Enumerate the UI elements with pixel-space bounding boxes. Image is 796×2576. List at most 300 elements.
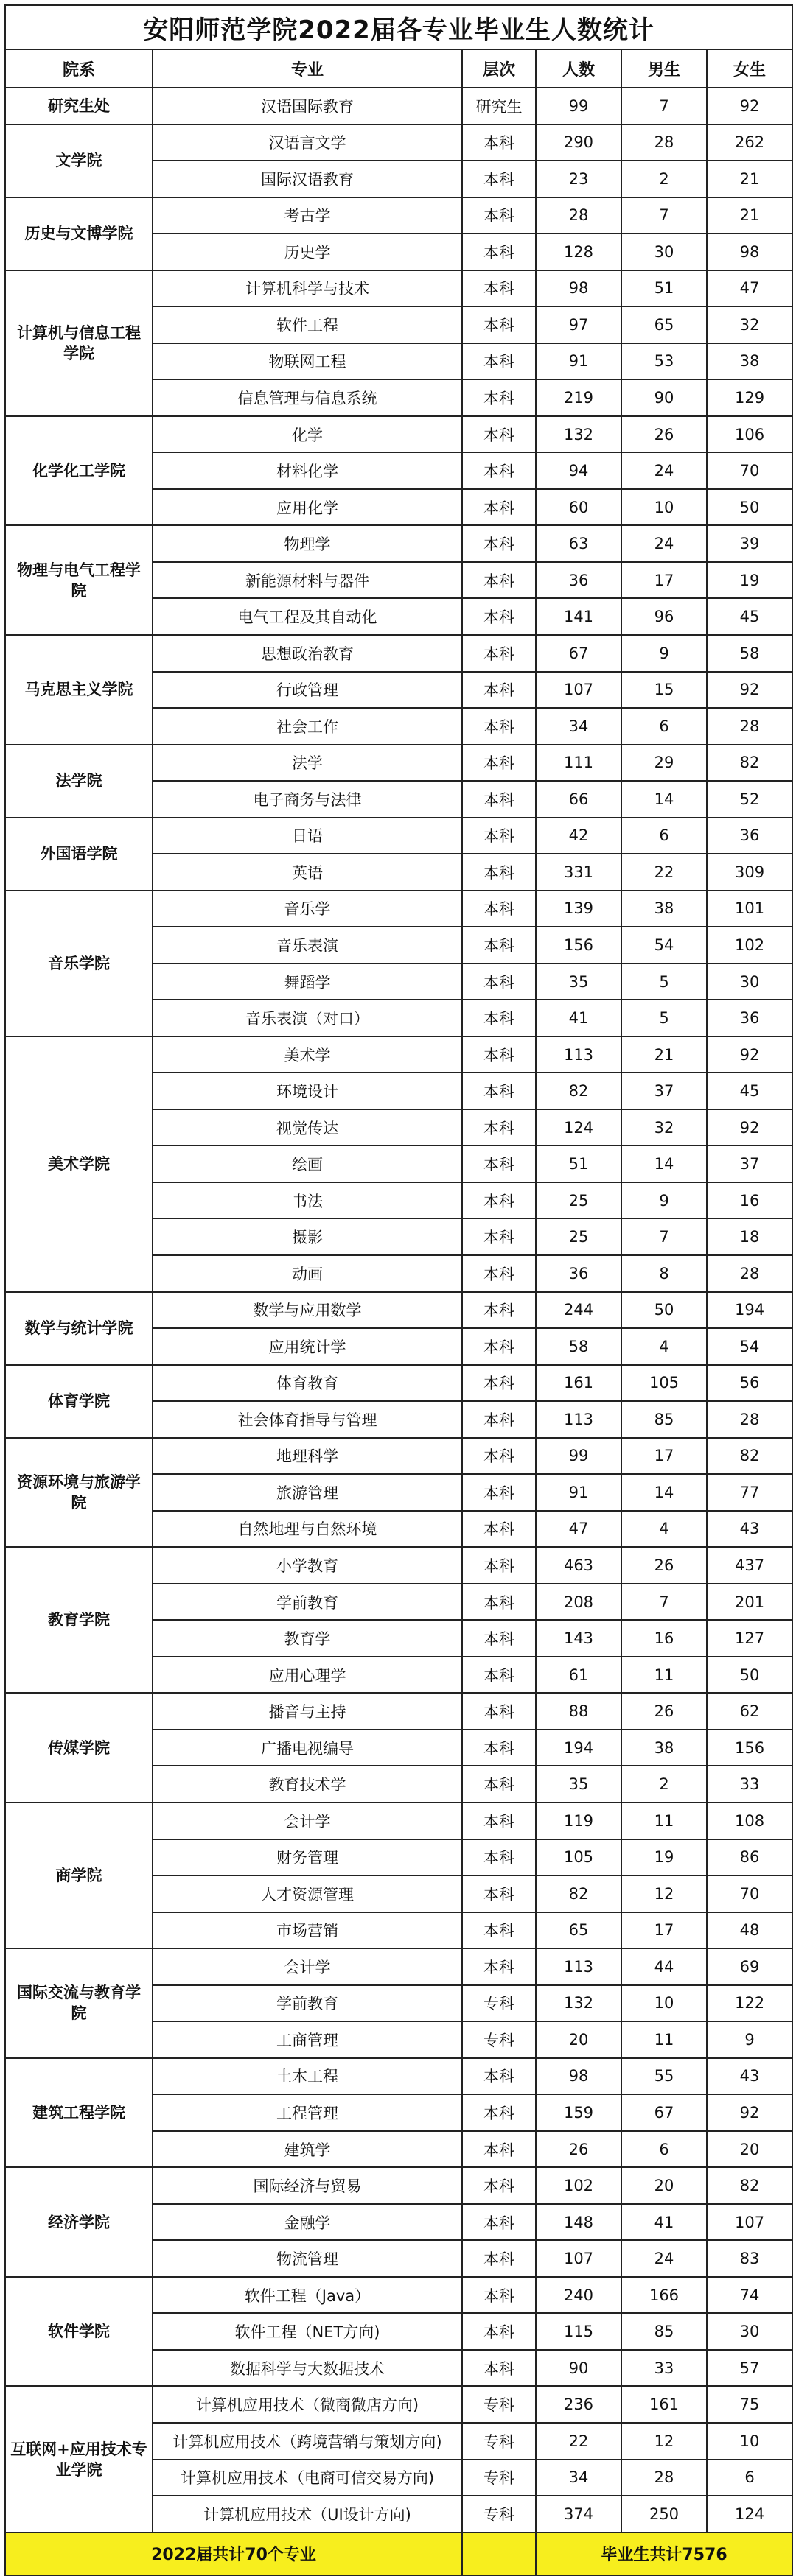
level-cell: 本科	[462, 1474, 536, 1511]
major-cell: 学前教育	[153, 1584, 462, 1621]
female-cell: 309	[707, 854, 792, 891]
level-cell: 本科	[462, 1766, 536, 1803]
female-cell: 43	[707, 2058, 792, 2095]
college-cell: 法学院	[5, 745, 153, 818]
female-cell: 122	[707, 1985, 792, 2022]
major-cell: 英语	[153, 854, 462, 891]
major-cell: 日语	[153, 818, 462, 854]
male-cell: 15	[621, 672, 707, 709]
male-cell: 30	[621, 234, 707, 270]
male-cell: 24	[621, 452, 707, 489]
total-cell: 35	[536, 964, 621, 1000]
total-cell: 34	[536, 2460, 621, 2496]
major-cell: 体育教育	[153, 1365, 462, 1402]
female-cell: 28	[707, 708, 792, 745]
female-cell: 70	[707, 452, 792, 489]
college-cell: 互联网+应用技术专业学院	[5, 2386, 153, 2532]
female-cell: 57	[707, 2350, 792, 2387]
level-cell: 本科	[462, 1693, 536, 1730]
level-cell: 本科	[462, 1365, 536, 1402]
major-cell: 市场营销	[153, 1912, 462, 1949]
male-cell: 250	[621, 2496, 707, 2533]
female-cell: 21	[707, 197, 792, 234]
major-cell: 音乐表演（对口）	[153, 1000, 462, 1036]
major-cell: 考古学	[153, 197, 462, 234]
major-cell: 金融学	[153, 2204, 462, 2241]
major-cell: 计算机科学与技术	[153, 270, 462, 307]
level-cell: 本科	[462, 1547, 536, 1584]
female-cell: 45	[707, 1073, 792, 1109]
total-cell: 91	[536, 343, 621, 380]
male-cell: 22	[621, 854, 707, 891]
level-cell: 本科	[462, 635, 536, 672]
major-cell: 应用统计学	[153, 1328, 462, 1365]
total-cell: 25	[536, 1182, 621, 1219]
level-cell: 本科	[462, 2094, 536, 2131]
major-cell: 教育学	[153, 1620, 462, 1657]
level-cell: 本科	[462, 1109, 536, 1146]
level-cell: 本科	[462, 1036, 536, 1073]
male-cell: 12	[621, 2423, 707, 2460]
total-cell: 107	[536, 2240, 621, 2277]
male-cell: 2	[621, 1766, 707, 1803]
male-cell: 65	[621, 306, 707, 343]
major-cell: 会计学	[153, 1948, 462, 1985]
male-cell: 11	[621, 2021, 707, 2058]
male-cell: 12	[621, 1875, 707, 1912]
major-cell: 国际经济与贸易	[153, 2167, 462, 2204]
level-cell: 本科	[462, 818, 536, 854]
female-cell: 124	[707, 2496, 792, 2533]
total-cell: 28	[536, 197, 621, 234]
major-cell: 计算机应用技术（电商可信交易方向)	[153, 2460, 462, 2496]
level-cell: 本科	[462, 1730, 536, 1766]
level-cell: 本科	[462, 2167, 536, 2204]
major-cell: 工商管理	[153, 2021, 462, 2058]
male-cell: 29	[621, 745, 707, 782]
major-cell: 视觉传达	[153, 1109, 462, 1146]
level-cell: 研究生	[462, 88, 536, 124]
college-cell: 外国语学院	[5, 818, 153, 891]
summary-graduates: 毕业生共计7576	[536, 2533, 792, 2575]
major-cell: 应用心理学	[153, 1657, 462, 1694]
level-cell: 本科	[462, 598, 536, 635]
female-cell: 28	[707, 1255, 792, 1292]
male-cell: 38	[621, 891, 707, 927]
female-cell: 20	[707, 2131, 792, 2168]
college-cell: 传媒学院	[5, 1693, 153, 1803]
major-cell: 建筑学	[153, 2131, 462, 2168]
female-cell: 92	[707, 672, 792, 709]
total-cell: 463	[536, 1547, 621, 1584]
male-cell: 17	[621, 1912, 707, 1949]
major-cell: 电子商务与法律	[153, 781, 462, 818]
total-cell: 60	[536, 489, 621, 526]
female-cell: 45	[707, 598, 792, 635]
male-cell: 33	[621, 2350, 707, 2387]
major-cell: 自然地理与自然环境	[153, 1511, 462, 1548]
summary-spacer	[462, 2533, 536, 2575]
total-cell: 67	[536, 635, 621, 672]
level-cell: 本科	[462, 2350, 536, 2387]
total-cell: 90	[536, 2350, 621, 2387]
level-cell: 本科	[462, 964, 536, 1000]
male-cell: 4	[621, 1511, 707, 1548]
female-cell: 86	[707, 1839, 792, 1876]
level-cell: 本科	[462, 927, 536, 964]
level-cell: 本科	[462, 1145, 536, 1182]
total-cell: 26	[536, 2131, 621, 2168]
table-row	[5, 1036, 792, 1073]
level-cell: 本科	[462, 781, 536, 818]
major-cell: 计算机应用技术（UI设计方向)	[153, 2496, 462, 2533]
level-cell: 本科	[462, 197, 536, 234]
major-cell: 书法	[153, 1182, 462, 1219]
male-cell: 9	[621, 635, 707, 672]
table-row	[5, 88, 792, 124]
major-cell: 行政管理	[153, 672, 462, 709]
header-college: 院系	[5, 49, 153, 88]
male-cell: 55	[621, 2058, 707, 2095]
table-row	[5, 124, 792, 161]
table-row	[5, 745, 792, 782]
college-cell: 音乐学院	[5, 891, 153, 1036]
female-cell: 262	[707, 124, 792, 161]
major-cell: 计算机应用技术（跨境营销与策划方向)	[153, 2423, 462, 2460]
female-cell: 127	[707, 1620, 792, 1657]
level-cell: 本科	[462, 1620, 536, 1657]
level-cell: 本科	[462, 452, 536, 489]
college-cell: 计算机与信息工程学院	[5, 270, 153, 416]
female-cell: 98	[707, 234, 792, 270]
male-cell: 32	[621, 1109, 707, 1146]
total-cell: 105	[536, 1839, 621, 1876]
male-cell: 6	[621, 818, 707, 854]
total-cell: 41	[536, 1000, 621, 1036]
male-cell: 11	[621, 1803, 707, 1839]
male-cell: 44	[621, 1948, 707, 1985]
male-cell: 166	[621, 2277, 707, 2314]
table-title: 安阳师范学院2022届各专业毕业生人数统计	[5, 5, 792, 49]
level-cell: 本科	[462, 124, 536, 161]
female-cell: 36	[707, 818, 792, 854]
female-cell: 92	[707, 1036, 792, 1073]
total-cell: 99	[536, 88, 621, 124]
level-cell: 本科	[462, 1438, 536, 1475]
level-cell: 本科	[462, 1073, 536, 1109]
total-cell: 244	[536, 1292, 621, 1329]
total-cell: 115	[536, 2313, 621, 2350]
level-cell: 本科	[462, 270, 536, 307]
table-row	[5, 416, 792, 453]
female-cell: 106	[707, 416, 792, 453]
major-cell: 舞蹈学	[153, 964, 462, 1000]
female-cell: 102	[707, 927, 792, 964]
table-row	[5, 635, 792, 672]
header-row	[5, 49, 792, 88]
major-cell: 国际汉语教育	[153, 161, 462, 197]
major-cell: 数学与应用数学	[153, 1292, 462, 1329]
female-cell: 6	[707, 2460, 792, 2496]
male-cell: 17	[621, 1438, 707, 1475]
female-cell: 18	[707, 1218, 792, 1255]
level-cell: 本科	[462, 379, 536, 416]
table-row	[5, 2386, 792, 2423]
female-cell: 32	[707, 306, 792, 343]
male-cell: 8	[621, 1255, 707, 1292]
total-cell: 42	[536, 818, 621, 854]
total-cell: 240	[536, 2277, 621, 2314]
male-cell: 19	[621, 1839, 707, 1876]
major-cell: 土木工程	[153, 2058, 462, 2095]
male-cell: 9	[621, 1182, 707, 1219]
level-cell: 本科	[462, 2204, 536, 2241]
male-cell: 21	[621, 1036, 707, 1073]
level-cell: 本科	[462, 854, 536, 891]
male-cell: 161	[621, 2386, 707, 2423]
male-cell: 90	[621, 379, 707, 416]
total-cell: 290	[536, 124, 621, 161]
female-cell: 28	[707, 1401, 792, 1438]
total-cell: 107	[536, 672, 621, 709]
female-cell: 156	[707, 1730, 792, 1766]
level-cell: 本科	[462, 708, 536, 745]
male-cell: 5	[621, 964, 707, 1000]
female-cell: 39	[707, 525, 792, 562]
college-cell: 经济学院	[5, 2167, 153, 2277]
female-cell: 82	[707, 745, 792, 782]
male-cell: 85	[621, 1401, 707, 1438]
major-cell: 材料化学	[153, 452, 462, 489]
table-row	[5, 818, 792, 854]
graduates-table	[4, 4, 793, 2576]
table-body	[5, 88, 792, 2533]
total-cell: 36	[536, 562, 621, 599]
total-cell: 128	[536, 234, 621, 270]
major-cell: 物联网工程	[153, 343, 462, 380]
level-cell: 本科	[462, 1000, 536, 1036]
male-cell: 14	[621, 781, 707, 818]
college-cell: 文学院	[5, 124, 153, 197]
total-cell: 51	[536, 1145, 621, 1182]
male-cell: 26	[621, 416, 707, 453]
level-cell: 本科	[462, 2240, 536, 2277]
level-cell: 专科	[462, 2021, 536, 2058]
college-cell: 软件学院	[5, 2277, 153, 2387]
total-cell: 113	[536, 1948, 621, 1985]
major-cell: 化学	[153, 416, 462, 453]
table-row	[5, 1547, 792, 1584]
major-cell: 教育技术学	[153, 1766, 462, 1803]
major-cell: 会计学	[153, 1803, 462, 1839]
total-cell: 111	[536, 745, 621, 782]
college-cell: 美术学院	[5, 1036, 153, 1292]
female-cell: 52	[707, 781, 792, 818]
female-cell: 92	[707, 2094, 792, 2131]
male-cell: 7	[621, 197, 707, 234]
male-cell: 26	[621, 1547, 707, 1584]
male-cell: 7	[621, 1218, 707, 1255]
total-cell: 82	[536, 1875, 621, 1912]
major-cell: 软件工程（NET方向)	[153, 2313, 462, 2350]
level-cell: 本科	[462, 2313, 536, 2350]
level-cell: 本科	[462, 1328, 536, 1365]
total-cell: 23	[536, 161, 621, 197]
college-cell: 马克思主义学院	[5, 635, 153, 745]
female-cell: 101	[707, 891, 792, 927]
total-cell: 148	[536, 2204, 621, 2241]
male-cell: 10	[621, 1985, 707, 2022]
total-cell: 99	[536, 1438, 621, 1475]
male-cell: 67	[621, 2094, 707, 2131]
level-cell: 本科	[462, 1948, 536, 1985]
major-cell: 汉语国际教育	[153, 88, 462, 124]
major-cell: 信息管理与信息系统	[153, 379, 462, 416]
level-cell: 本科	[462, 1803, 536, 1839]
total-cell: 113	[536, 1036, 621, 1073]
level-cell: 本科	[462, 562, 536, 599]
male-cell: 4	[621, 1328, 707, 1365]
male-cell: 10	[621, 489, 707, 526]
male-cell: 96	[621, 598, 707, 635]
level-cell: 本科	[462, 1657, 536, 1694]
major-cell: 学前教育	[153, 1985, 462, 2022]
major-cell: 社会体育指导与管理	[153, 1401, 462, 1438]
total-cell: 97	[536, 306, 621, 343]
total-cell: 98	[536, 2058, 621, 2095]
level-cell: 本科	[462, 1912, 536, 1949]
female-cell: 92	[707, 1109, 792, 1146]
college-cell: 建筑工程学院	[5, 2058, 153, 2168]
total-cell: 139	[536, 891, 621, 927]
total-cell: 143	[536, 1620, 621, 1657]
major-cell: 地理科学	[153, 1438, 462, 1475]
major-cell: 新能源材料与器件	[153, 562, 462, 599]
header-major: 专业	[153, 49, 462, 88]
header-total: 人数	[536, 49, 621, 88]
male-cell: 16	[621, 1620, 707, 1657]
level-cell: 本科	[462, 1401, 536, 1438]
total-cell: 98	[536, 270, 621, 307]
female-cell: 30	[707, 2313, 792, 2350]
female-cell: 36	[707, 1000, 792, 1036]
level-cell: 本科	[462, 416, 536, 453]
female-cell: 75	[707, 2386, 792, 2423]
header-female: 女生	[707, 49, 792, 88]
major-cell: 音乐表演	[153, 927, 462, 964]
male-cell: 38	[621, 1730, 707, 1766]
female-cell: 19	[707, 562, 792, 599]
total-cell: 161	[536, 1365, 621, 1402]
major-cell: 绘画	[153, 1145, 462, 1182]
major-cell: 数据科学与大数据技术	[153, 2350, 462, 2387]
male-cell: 28	[621, 2460, 707, 2496]
table-row	[5, 1693, 792, 1730]
male-cell: 37	[621, 1073, 707, 1109]
male-cell: 17	[621, 562, 707, 599]
college-cell: 物理与电气工程学院	[5, 525, 153, 635]
total-cell: 34	[536, 708, 621, 745]
male-cell: 5	[621, 1000, 707, 1036]
major-cell: 汉语言文学	[153, 124, 462, 161]
female-cell: 92	[707, 88, 792, 124]
total-cell: 236	[536, 2386, 621, 2423]
major-cell: 广播电视编导	[153, 1730, 462, 1766]
table-row	[5, 2167, 792, 2204]
level-cell: 本科	[462, 1584, 536, 1621]
level-cell: 本科	[462, 234, 536, 270]
male-cell: 11	[621, 1657, 707, 1694]
female-cell: 77	[707, 1474, 792, 1511]
female-cell: 50	[707, 1657, 792, 1694]
total-cell: 219	[536, 379, 621, 416]
total-cell: 63	[536, 525, 621, 562]
female-cell: 9	[707, 2021, 792, 2058]
major-cell: 动画	[153, 1255, 462, 1292]
total-cell: 208	[536, 1584, 621, 1621]
male-cell: 51	[621, 270, 707, 307]
total-cell: 88	[536, 1693, 621, 1730]
male-cell: 7	[621, 88, 707, 124]
level-cell: 本科	[462, 745, 536, 782]
table-row	[5, 2058, 792, 2095]
level-cell: 本科	[462, 1511, 536, 1548]
college-cell: 体育学院	[5, 1365, 153, 1438]
female-cell: 62	[707, 1693, 792, 1730]
major-cell: 工程管理	[153, 2094, 462, 2131]
level-cell: 专科	[462, 2386, 536, 2423]
female-cell: 69	[707, 1948, 792, 1985]
level-cell: 专科	[462, 1985, 536, 2022]
table-row	[5, 1438, 792, 1475]
total-cell: 35	[536, 1766, 621, 1803]
major-cell: 小学教育	[153, 1547, 462, 1584]
college-cell: 国际交流与教育学院	[5, 1948, 153, 2058]
female-cell: 48	[707, 1912, 792, 1949]
female-cell: 30	[707, 964, 792, 1000]
major-cell: 思想政治教育	[153, 635, 462, 672]
table-row	[5, 197, 792, 234]
total-cell: 141	[536, 598, 621, 635]
major-cell: 社会工作	[153, 708, 462, 745]
male-cell: 14	[621, 1474, 707, 1511]
total-cell: 66	[536, 781, 621, 818]
female-cell: 54	[707, 1328, 792, 1365]
major-cell: 财务管理	[153, 1839, 462, 1876]
male-cell: 26	[621, 1693, 707, 1730]
female-cell: 201	[707, 1584, 792, 1621]
total-cell: 331	[536, 854, 621, 891]
total-cell: 374	[536, 2496, 621, 2533]
level-cell: 本科	[462, 1182, 536, 1219]
level-cell: 本科	[462, 672, 536, 709]
total-cell: 82	[536, 1073, 621, 1109]
college-cell: 数学与统计学院	[5, 1292, 153, 1365]
level-cell: 本科	[462, 2058, 536, 2095]
female-cell: 58	[707, 635, 792, 672]
level-cell: 本科	[462, 1839, 536, 1876]
level-cell: 本科	[462, 2277, 536, 2314]
total-cell: 20	[536, 2021, 621, 2058]
major-cell: 软件工程（Java）	[153, 2277, 462, 2314]
level-cell: 本科	[462, 525, 536, 562]
major-cell: 美术学	[153, 1036, 462, 1073]
male-cell: 105	[621, 1365, 707, 1402]
level-cell: 本科	[462, 891, 536, 927]
table-row	[5, 1948, 792, 1985]
total-cell: 36	[536, 1255, 621, 1292]
total-cell: 119	[536, 1803, 621, 1839]
